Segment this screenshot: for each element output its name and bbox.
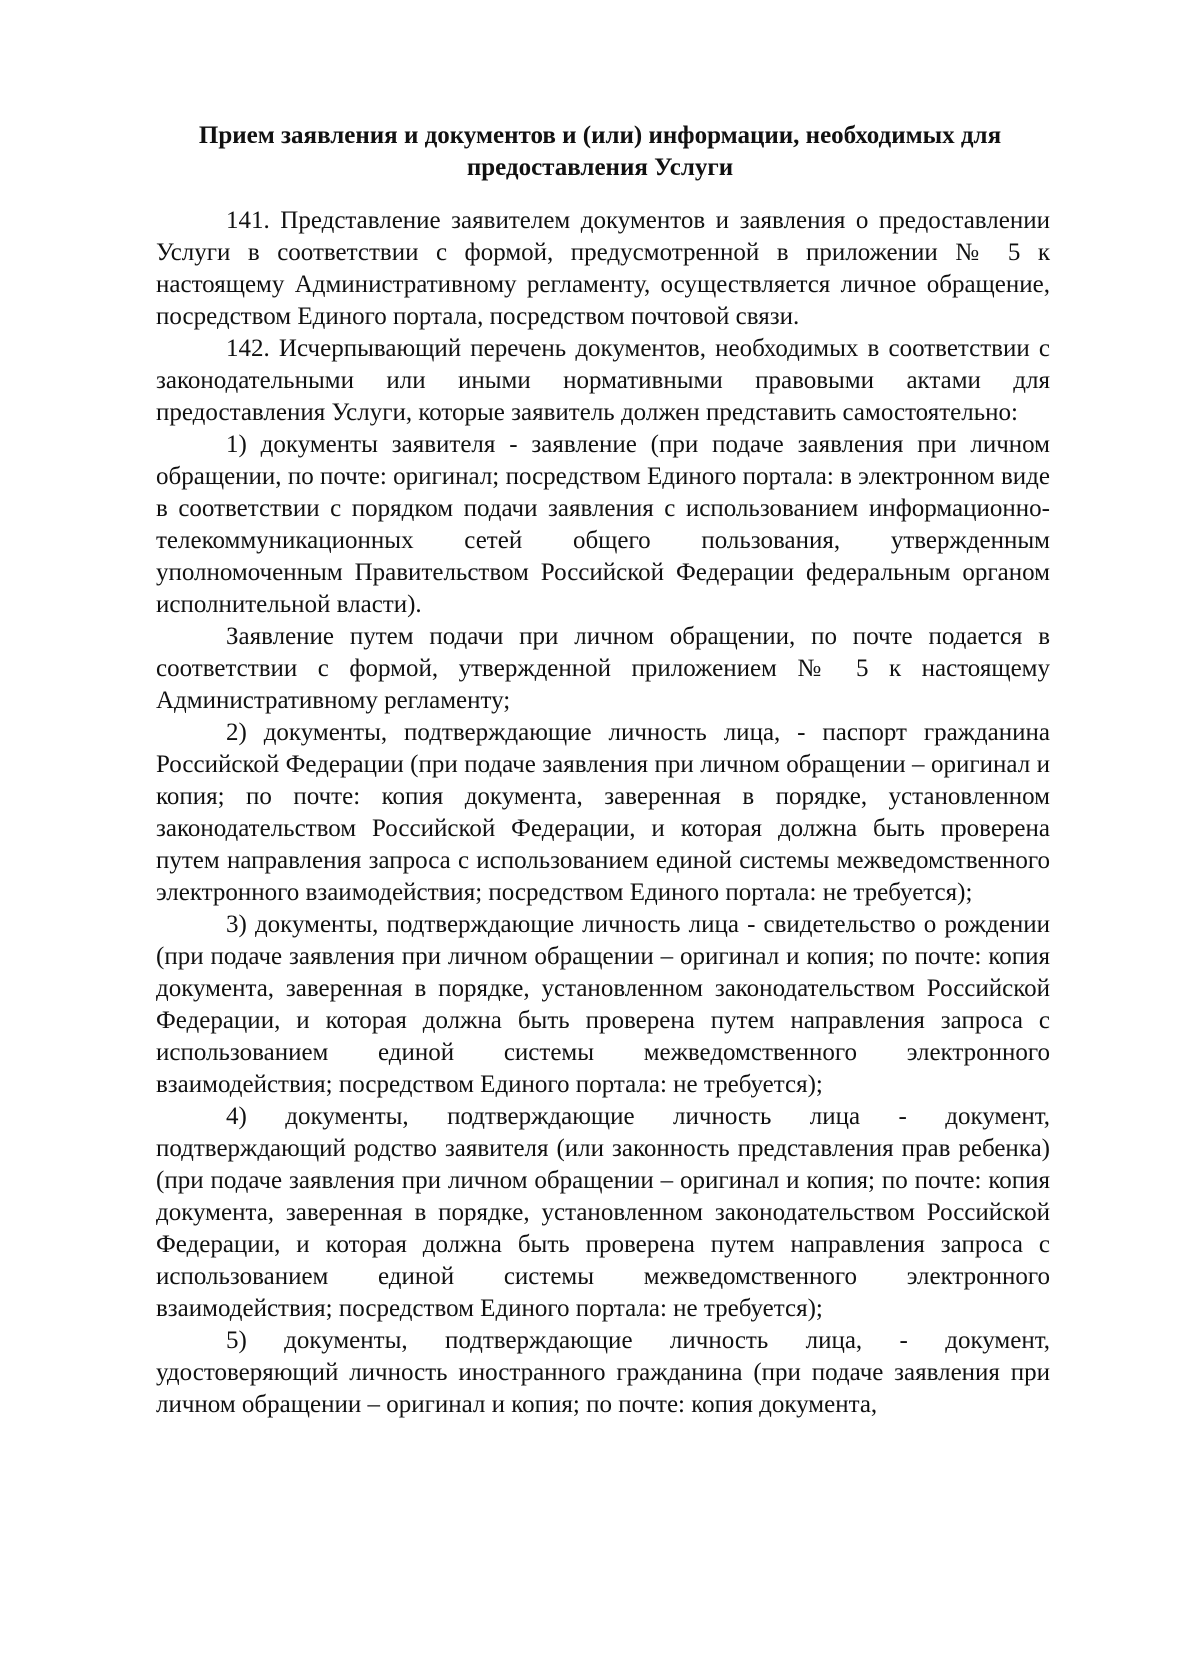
list-item-1: 1) документы заявителя - заявление (при подаче заявления при личном обращении, по почте: оригинал; посредством Единого портала: в электронном виде в соответствии с порядком подачи заявления с использованием информационно-телекоммуникационных сетей общего пользования, утвержденным уполномоченным Правительством Российской Федерации федеральным органом исполнительной власти). <box>156 431 1050 618</box>
paragraph-142: 142. Исчерпывающий перечень документов, необходимых в соответствии с законодательными или иными нормативными правовыми актами для предоставления Услуги, которые заявитель должен представить самостоятельно: <box>156 335 1050 426</box>
document-body <box>156 205 1050 1421</box>
list-item-2: 2) документы, подтверждающие личность лица, - паспорт гражданина Российской Федерации (при подаче заявления при личном обращении – оригинал и копия; по почте: копия документа, заверенная в порядке, установленном законодательством Российской Федерации, и которая должна быть проверена путем направления запроса с использованием единой системы межведомственного электронного взаимодействия; посредством Единого портала: не требуется); <box>156 719 1050 906</box>
section-title-line-1: Прием заявления и документов и (или) информации, необходимых для <box>198 122 1002 149</box>
list-item-4: 4) документы, подтверждающие личность лица - документ, подтверждающий родство заявителя (или законность представления прав ребенка) (при подаче заявления при личном обращении – оригинал и копия; по почте: копия документа, заверенная в порядке, установленном законодательством Российской Федерации, и которая должна быть проверена путем направления запроса с использованием единой системы межведомственного электронного взаимодействия; посредством Единого портала: не требуется); <box>156 1103 1050 1322</box>
list-item-5: 5) документы, подтверждающие личность лица, - документ, удостоверяющий личность иностранного гражданина (при подаче заявления при личном обращении – оригинал и копия; по почте: копия документа, <box>156 1327 1050 1418</box>
paragraph-141: 141. Представление заявителем документов и заявления о предоставлении Услуги в соответствии с формой, предусмотренной в приложении № 5 к настоящему Административному регламенту, осуществляется личное обращение, посредством Единого портала, посредством почтовой связи. <box>156 207 1050 330</box>
paragraph-application-note: Заявление путем подачи при личном обращении, по почте подается в соответствии с формой, утвержденной приложением № 5 к настоящему Административному регламенту; <box>156 623 1050 714</box>
list-item-3: 3) документы, подтверждающие личность лица - свидетельство о рождении (при подаче заявления при личном обращении – оригинал и копия; по почте: копия документа, заверенная в порядке, установленном законодательством Российской Федерации, и которая должна быть проверена путем направления запроса с использованием единой системы межведомственного электронного взаимодействия; посредством Единого портала: не требуется); <box>156 911 1050 1098</box>
section-title <box>150 120 1050 184</box>
section-title-line-2: предоставления Услуги <box>466 154 734 181</box>
